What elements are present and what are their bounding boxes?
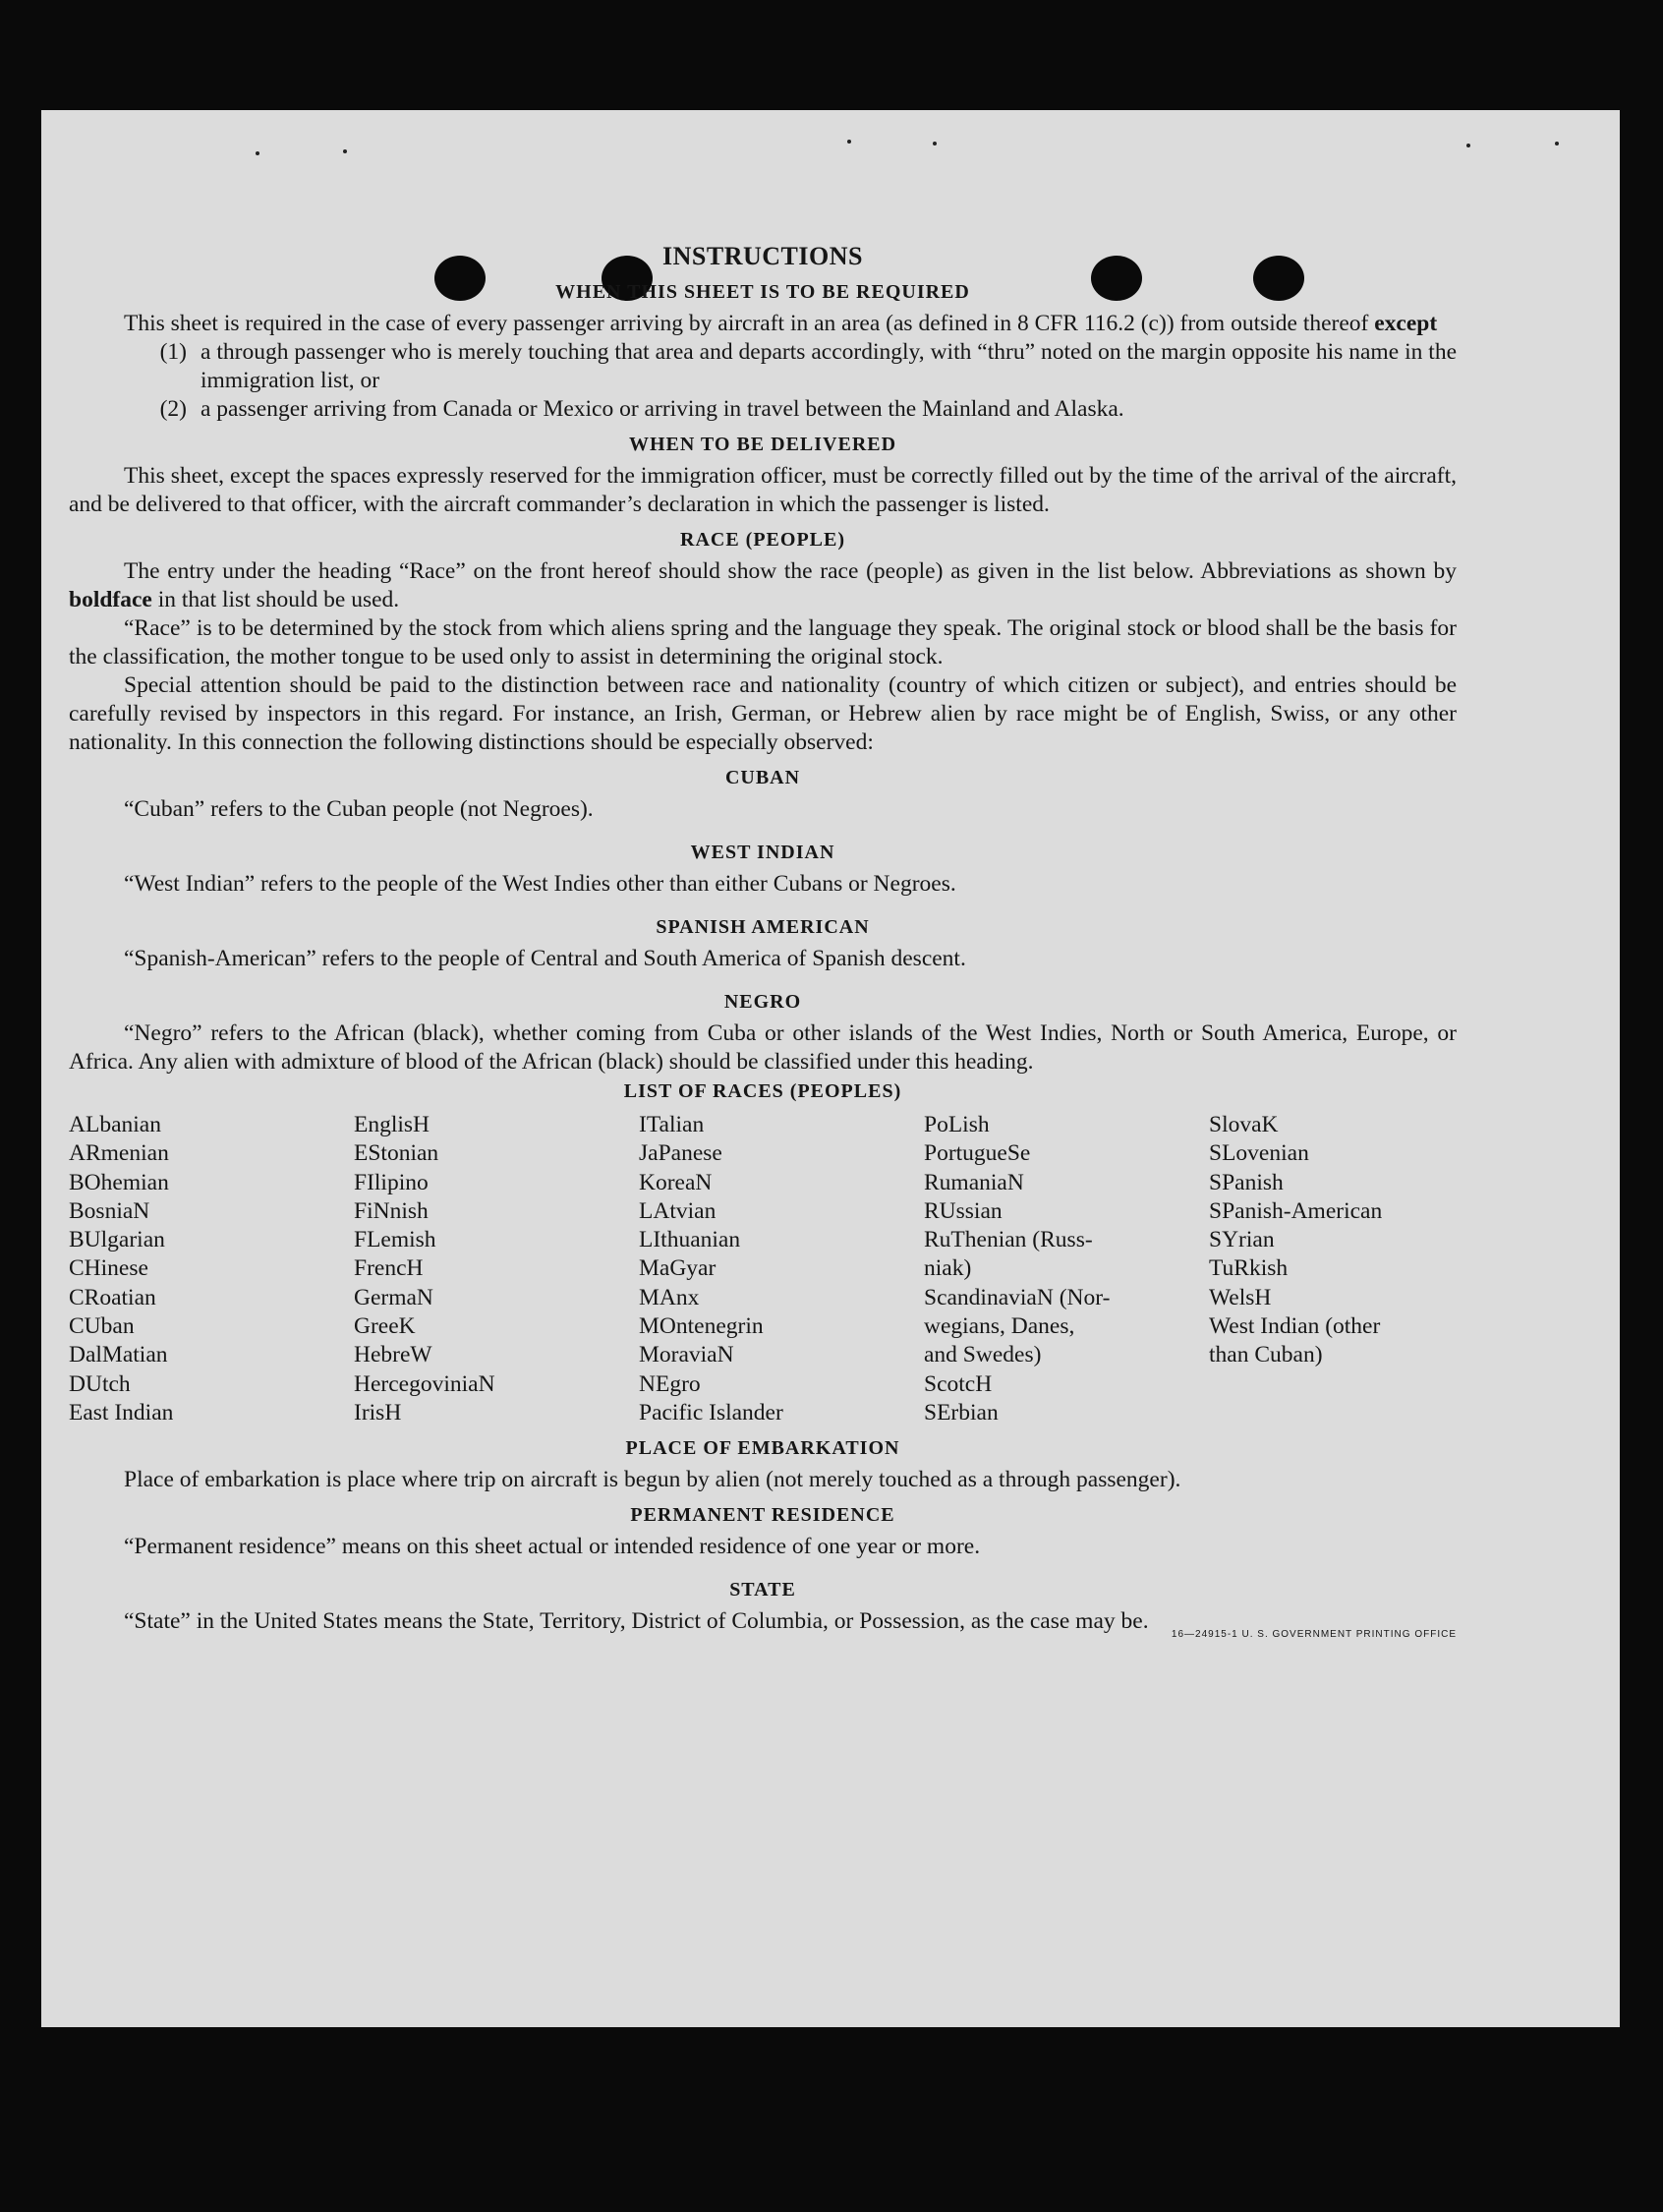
race-entry: RUssian [924, 1197, 1003, 1224]
race-entry: BUlgarian [69, 1227, 165, 1253]
race-entry: LIthuanian [639, 1227, 741, 1253]
race-entry: DUtch [69, 1370, 131, 1397]
race-entry: ScandinaviaN (Nor- wegians, Danes, and Swedes) [924, 1284, 1111, 1368]
race-entry: SErbian [924, 1399, 999, 1426]
race-entry: CUban [69, 1313, 135, 1340]
section-heading-west-indian: WEST INDIAN [690, 842, 835, 863]
section-heading-delivered: WHEN TO BE DELIVERED [628, 434, 897, 455]
section-heading-required: WHEN THIS SHEET IS TO BE REQUIRED [555, 281, 970, 303]
embarkation-text: Place of embarkation is place where trip on aircraft is begun by alien (not merely touched as a through passenger). [124, 1467, 1181, 1493]
races-column [354, 1111, 639, 1427]
race-paragraph-1: The entry under the heading “Race” on the front hereof should show the race (people) as given in the list below. Abbreviations as shown by boldface in that list should be used. [69, 558, 1457, 612]
section-heading-spanish-american: SPANISH AMERICAN [656, 916, 870, 938]
race-entry: East Indian [69, 1399, 174, 1426]
section-heading-cuban: CUBAN [724, 767, 801, 788]
speck [933, 142, 937, 146]
race-entry: RuThenian (Russ- niak) [924, 1227, 1093, 1282]
speck [1466, 144, 1470, 147]
speck [343, 149, 347, 153]
race-entry: IrisH [354, 1399, 402, 1426]
race-entry: MoraviaN [639, 1342, 734, 1368]
race-entry: Pacific Islander [639, 1399, 783, 1426]
race-entry: SPanish [1209, 1169, 1284, 1195]
residence-text: “Permanent residence” means on this sheet actual or intended residence of one year or more. [124, 1534, 981, 1560]
race-entry: BosniaN [69, 1197, 150, 1224]
race-entry: FLemish [354, 1227, 436, 1253]
race-entry: CRoatian [69, 1284, 156, 1310]
race-entry: DalMatian [69, 1342, 168, 1368]
race-entry: MOntenegrin [639, 1313, 764, 1340]
race-entry: SPanish-American [1209, 1197, 1383, 1224]
race-entry: ScotcH [924, 1370, 993, 1397]
state-text: “State” in the United States means the State, Territory, District of Columbia, or Possession, as the case may be. [124, 1608, 1149, 1635]
race-entry: PoLish [924, 1112, 990, 1137]
speck [1555, 142, 1559, 146]
race-entry: FrencH [354, 1255, 424, 1282]
races-column [924, 1111, 1209, 1427]
race-entry: SYrian [1209, 1227, 1275, 1253]
section-heading-negro: NEGRO [723, 991, 802, 1013]
race-entry: ARmenian [69, 1140, 169, 1167]
race-entry: HercegoviniaN [354, 1370, 495, 1397]
races-column [1209, 1111, 1457, 1427]
section-heading-race: RACE (PEOPLE) [680, 529, 845, 551]
section-heading-races-list: LIST OF RACES (PEOPLES) [623, 1080, 902, 1102]
document-content [69, 242, 1457, 1641]
race-entry: West Indian (other than Cuban) [1209, 1313, 1381, 1368]
speck [847, 140, 851, 144]
delivered-text: This sheet, except the spaces expressly reserved for the immigration officer, must be correctly filled out by the time of the arrival of the aircraft, and be delivered to that officer, with the aircraft commander’s declaration in which the passenger is listed. [69, 463, 1457, 517]
race-entry: JaPanese [639, 1140, 722, 1167]
required-item: (2) a passenger arriving from Canada or Mexico or arriving in travel between the Mainland and Alaska. [159, 396, 1124, 422]
west-indian-text: “West Indian” refers to the people of the West Indies other than either Cubans or Negroes. [124, 871, 956, 897]
speck [256, 151, 259, 155]
section-heading-state: STATE [729, 1579, 796, 1601]
races-list [69, 1111, 1457, 1427]
race-paragraph-3: Special attention should be paid to the distinction between race and nationality (country of which citizen or subject), and entries should be carefully revised by inspectors in this regard. For instance, an Irish, German, or Hebrew alien by race might be of English, Swiss, or any other nationality. In this connection the following distinctions should be especially observed: [69, 672, 1457, 755]
spanish-american-text: “Spanish-American” refers to the people of Central and South America of Spanish descent. [124, 946, 966, 971]
races-column [69, 1111, 354, 1427]
race-entry: GreeK [354, 1313, 416, 1340]
cuban-text: “Cuban” refers to the Cuban people (not Negroes). [124, 796, 594, 822]
race-entry: FIlipino [354, 1169, 429, 1195]
race-entry: HebreW [354, 1342, 432, 1368]
negro-text: “Negro” refers to the African (black), whether coming from Cuba or other islands of the West Indies, North or South America, Europe, or Africa. Any alien with admixture of blood of the African (black) should be classified under this heading. [69, 1020, 1457, 1075]
section-heading-embarkation: PLACE OF EMBARKATION [625, 1437, 900, 1460]
race-entry: FiNnish [354, 1197, 429, 1224]
race-entry: ALbanian [69, 1112, 161, 1137]
race-entry: SlovaK [1209, 1112, 1279, 1137]
race-entry: GermaN [354, 1284, 433, 1310]
race-entry: MaGyar [639, 1255, 717, 1282]
race-entry: NEgro [639, 1370, 701, 1397]
race-entry: KoreaN [639, 1169, 713, 1195]
race-entry: RumaniaN [924, 1169, 1024, 1195]
race-entry: TuRkish [1209, 1255, 1289, 1282]
race-entry: WelsH [1209, 1284, 1272, 1310]
races-column [639, 1111, 924, 1427]
required-intro: This sheet is required in the case of every passenger arriving by aircraft in an area (as defined in 8 CFR 116.2 (c)) from outside thereof except [124, 311, 1438, 336]
race-entry: LAtvian [639, 1197, 717, 1224]
race-entry: PortugueSe [924, 1140, 1031, 1167]
race-entry: EnglisH [354, 1112, 430, 1137]
race-entry: EStonian [354, 1140, 439, 1167]
race-entry: BOhemian [69, 1169, 169, 1195]
race-entry: MAnx [639, 1284, 700, 1310]
race-paragraph-2: “Race” is to be determined by the stock from which aliens spring and the language they speak. The original stock or blood shall be the basis for the classification, the mother tongue to be used only to assist in determining the original stock. [69, 615, 1457, 669]
section-heading-residence: PERMANENT RESIDENCE [630, 1504, 895, 1527]
page-title: INSTRUCTIONS [662, 242, 863, 270]
race-entry: SLovenian [1209, 1140, 1309, 1167]
race-entry: CHinese [69, 1255, 148, 1282]
printer-imprint: 16—24915-1 U. S. GOVERNMENT PRINTING OFFICE [1171, 1629, 1457, 1641]
required-item: (1) a through passenger who is merely touching that area and departs accordingly, with “thru” noted on the margin opposite his name in the immigration list, or [159, 339, 1457, 393]
state-block [69, 1607, 1457, 1641]
race-entry: ITalian [639, 1112, 705, 1137]
